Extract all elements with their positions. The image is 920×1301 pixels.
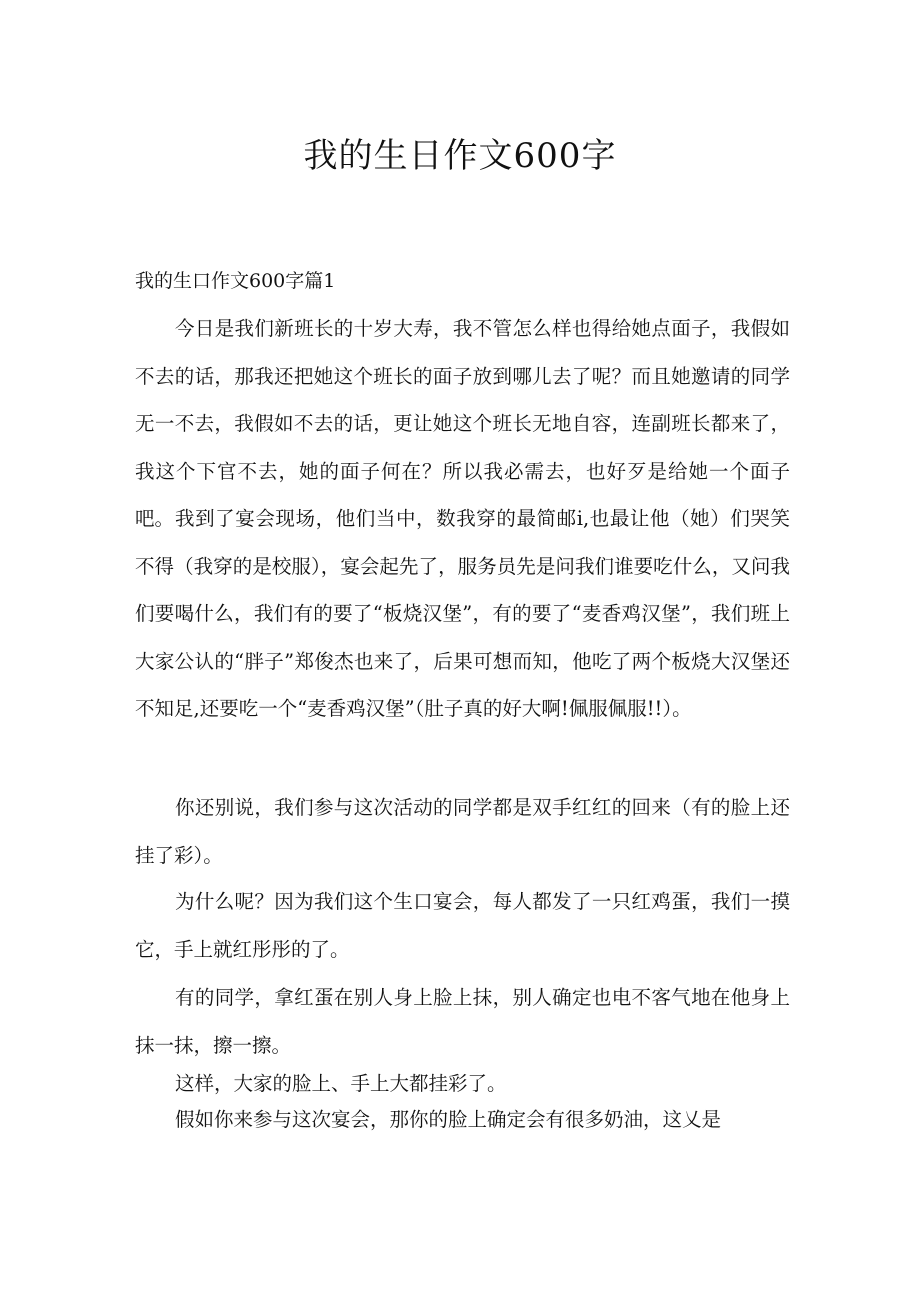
paragraph-1: 今日是我们新班长的十岁大寿，我不管怎么样也得给她点面子，我假如不去的话，那我还把她这个班长的面子放到哪儿去了呢？而且她邀请的同学无一不去，我假如不去的话，更让她这个班长无地自容，连副班长都来了，我这个下官不去，她的面子何在？所以我必需去，也好歹是给她一个面子吧。 (135, 317, 790, 530)
document-title: 我的生日作文600字 (303, 136, 617, 176)
paragraph-2: 我到了宴会现场，他们当中，数我穿的最简邮i,也最让他（她）们哭笑不得（我穿的是校服），宴会起先了，服务员先是问我们谁要吃什么，又问我们要喝什么，我们有的要了“板烧汉堡”，有的要了“麦香鸡汉堡”，我们班上大家公认的“胖子”郑俊杰也来了，后果可想而知，他吃了两个板烧大汉堡还不知足,还要吃一个“麦香鸡汉堡”（肚子真的好大啊!佩服佩服!!）。 (135, 507, 790, 720)
paragraph-4: 为什么呢？因为我们这个生口宴会，每人都发了一只红鸡蛋，我们一摸它，手上就红彤彤的了。 (135, 890, 790, 961)
paragraph-7: 假如你来参与这次宴会，那你的脸上确定会有很多奶油，这乂是 (175, 1108, 722, 1131)
paragraph-6: 这样，大家的脸上、手上大都挂彩了。 (175, 1072, 507, 1095)
paragraph-5: 有的同学，拿红蛋在别人身上脸上抹，别人确定也电不客气地在他身上抹一抹，擦一擦。 (135, 986, 790, 1057)
section-heading: 我的生口作文600字篇1 (135, 270, 336, 292)
paragraph-3: 你还别说，我们参与这次活动的同学都是双手红红的回来（有的脸上还挂了彩）。 (135, 796, 790, 867)
